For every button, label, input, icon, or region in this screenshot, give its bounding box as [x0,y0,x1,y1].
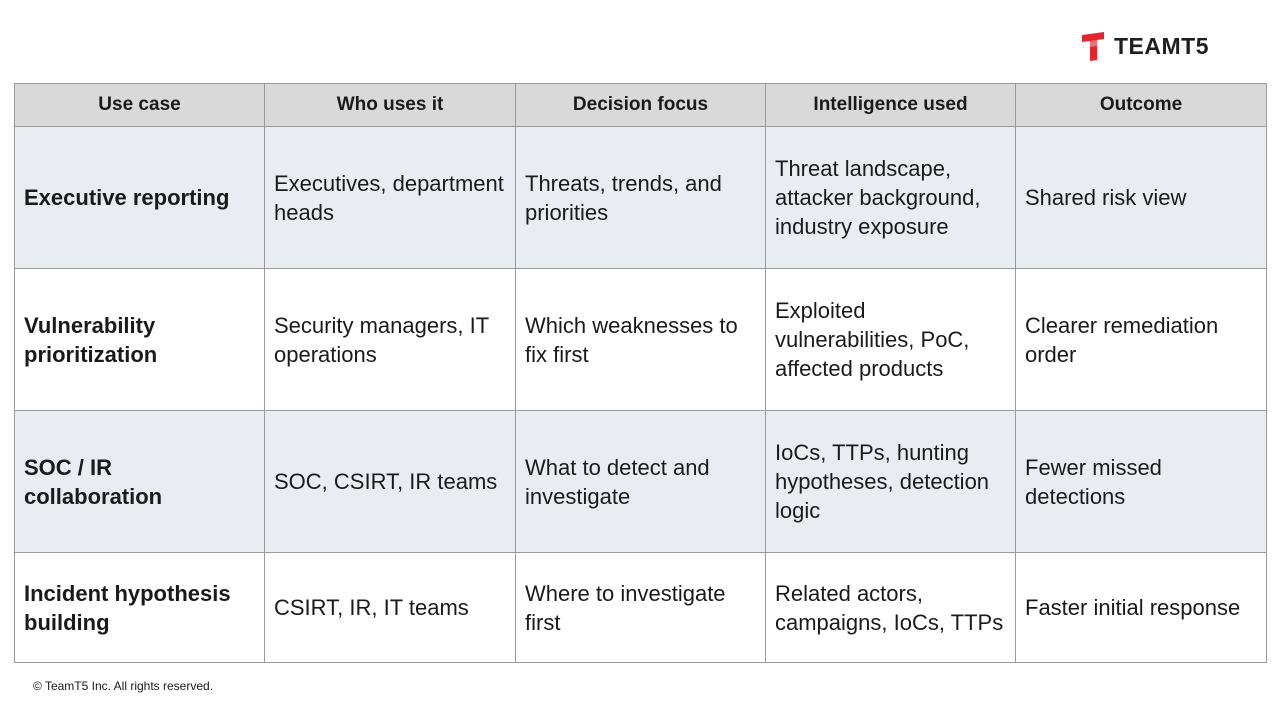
table-row [15,411,1267,553]
table-row [15,127,1267,269]
column-header-intelligence-used: Intelligence used [766,84,1016,127]
column-header-use-case: Use case [15,84,265,127]
who-uses-it-cell: Executives, department heads [265,127,516,269]
logo-wordmark: TEAMT5 [1114,33,1209,59]
outcome-cell: Faster initial response [1016,553,1267,663]
use-case-cell: Incident hypothesis building [15,553,265,663]
intelligence-used-cell: Related actors, campaigns, IoCs, TTPs [766,553,1016,663]
decision-focus-cell: What to detect and investigate [516,411,766,553]
outcome-cell: Shared risk view [1016,127,1267,269]
use-case-table [14,83,1267,663]
use-case-cell: Executive reporting [15,127,265,269]
table-row [15,269,1267,411]
column-header-who-uses-it: Who uses it [265,84,516,127]
decision-focus-cell: Which weaknesses to fix first [516,269,766,411]
use-case-cell: SOC / IR collaboration [15,411,265,553]
who-uses-it-cell: Security managers, IT operations [265,269,516,411]
decision-focus-cell: Threats, trends, and priorities [516,127,766,269]
table-row [15,553,1267,663]
use-case-cell: Vulnerability prioritization [15,269,265,411]
teamt5-logo [1080,30,1209,62]
column-header-decision-focus: Decision focus [516,84,766,127]
copyright-notice: © TeamT5 Inc. All rights reserved. [33,679,214,693]
column-header-outcome: Outcome [1016,84,1267,127]
teamt5-logo-mark-icon [1080,30,1106,62]
outcome-cell: Clearer remediation order [1016,269,1267,411]
intelligence-used-cell: Threat landscape, attacker background, industry exposure [766,127,1016,269]
intelligence-used-cell: Exploited vulnerabilities, PoC, affected products [766,269,1016,411]
decision-focus-cell: Where to investigate first [516,553,766,663]
table-header-row [15,84,1267,127]
outcome-cell: Fewer missed detections [1016,411,1267,553]
who-uses-it-cell: SOC, CSIRT, IR teams [265,411,516,553]
intelligence-used-cell: IoCs, TTPs, hunting hypotheses, detection logic [766,411,1016,553]
who-uses-it-cell: CSIRT, IR, IT teams [265,553,516,663]
